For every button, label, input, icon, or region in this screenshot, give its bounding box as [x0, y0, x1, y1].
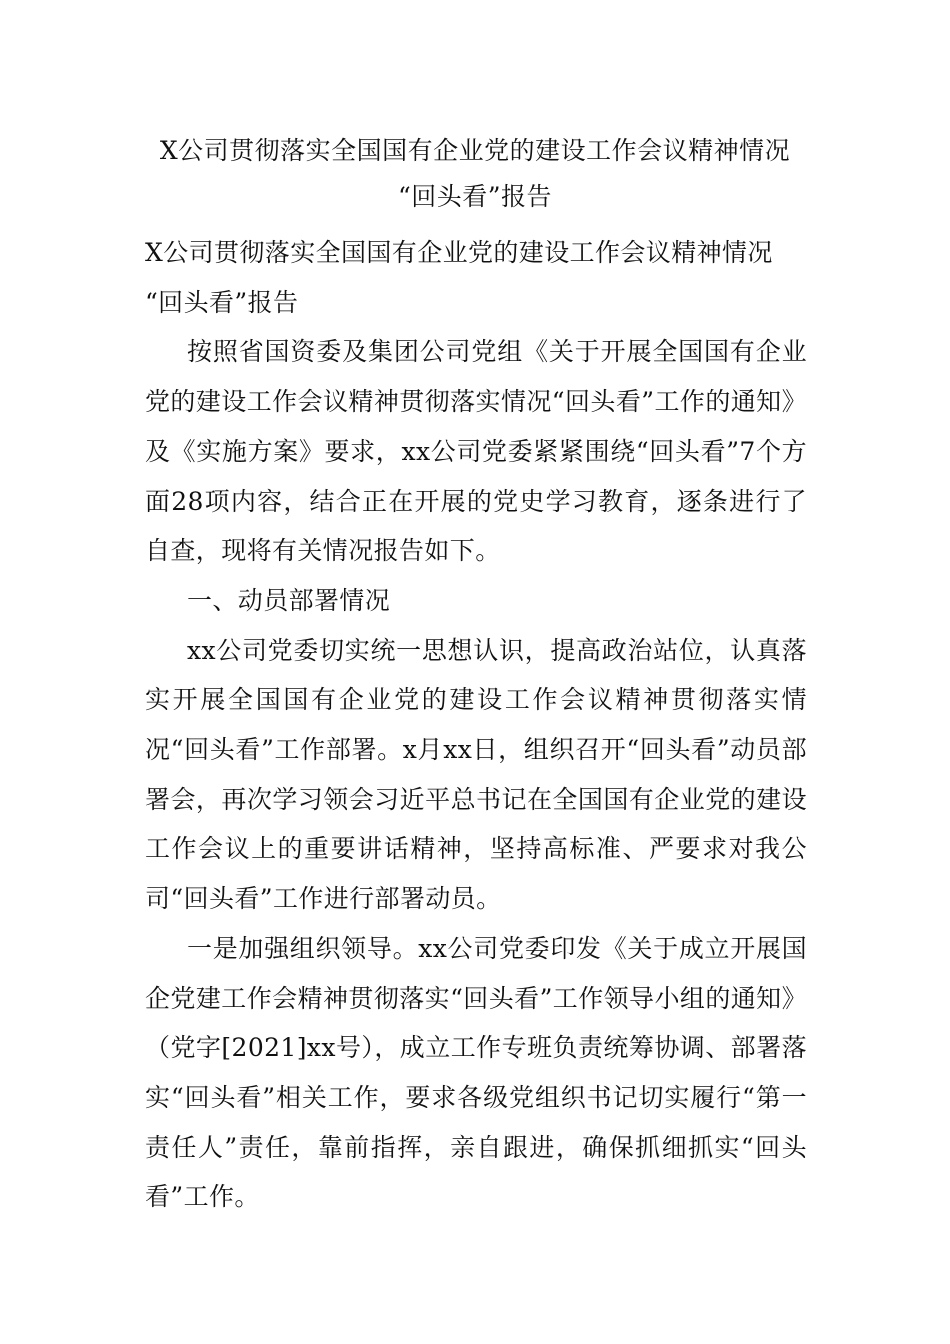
paragraph-intro: 按照省国资委及集团公司党组《关于开展全国国有企业党的建设工作会议精神贯彻落实情况“回头看”工作的通知》及《实施方案》要求，xx公司党委紧紧围绕“回头看”7个方面28项内容，结合正在开展的党史学习教育，逐条进行了自查，现将有关情况报告如下。 [145, 337, 807, 566]
title-line-1: X公司贯彻落实全国国有企业党的建设工作会议精神情况 [159, 136, 791, 165]
subtitle-line-1: X公司贯彻落实全国国有企业党的建设工作会议精神情况 [145, 238, 773, 267]
paragraph-mobilization: xx公司党委切实统一思想认识，提高政治站位，认真落实开展全国国有企业党的建设工作会议精神贯彻落实情况“回头看”工作部署。x月xx日，组织召开“回头看”动员部署会，再次学习领会习近平总书记在全国国有企业党的建设工作会议上的重要讲话精神，坚持高标准、严要求对我公司“回头看”工作进行部署动员。 [145, 635, 807, 914]
document-body [145, 228, 807, 1222]
subtitle-line-2: “回头看”报告 [145, 287, 299, 317]
document-subtitle [145, 228, 807, 327]
document-title [100, 128, 850, 220]
paragraph-leadership: 一是加强组织领导。xx公司党委印发《关于成立开展国企党建工作会精神贯彻落实“回头看”工作领导小组的通知》（党字[2021]xx号），成立工作专班负责统筹协调、部署落实“回头看”相关工作，要求各级党组织书记切实履行“第一责任人”责任，靠前指挥，亲自跟进，确保抓细抓实“回头看”工作。 [145, 933, 807, 1212]
section-heading: 一、动员部署情况 [187, 585, 391, 615]
title-line-2: “回头看”报告 [397, 182, 553, 211]
